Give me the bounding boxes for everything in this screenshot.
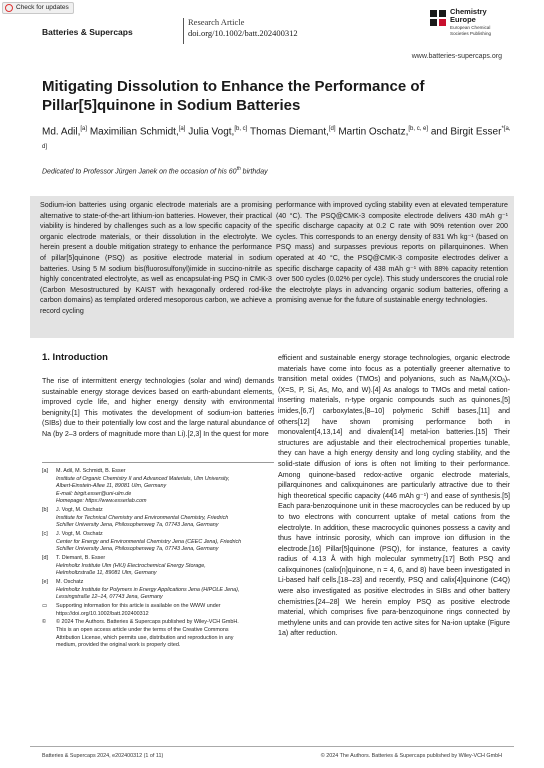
affiliation-line: Schiller University Jena, Philosophenweg 7a, 07743 Jena, Germany [56, 522, 219, 529]
abstract-text-right: performance with improved cycling stability even at elevated temperature (40 °C). The PSQ@CMK-3 composite electrode delivers 430 mAh g⁻¹ specific discharge capacity at 0.2 C rate with 90% retention over 200 cycles. This corresponds to an energy density of 831 Wh kg⁻¹ (based on PSQ mass) and surpasses previous reports on pillarquinones. When operated at 40 °C, the PSQ@CMK-3 composite electrodes deliver a specific discharge capacity of 438 mAh g⁻¹ with 88% capacity retention over 500 cycles (0.02% per cycle). This study underscores the crucial role the electrolyte plays in advancing organic sodium batteries, offering a promising avenue for the future of sustainable energy technologies. [276, 201, 508, 305]
author-affiliation-marker: [d] [328, 126, 336, 132]
chemistry-europe-icon [430, 10, 446, 26]
affiliation-line: Institute of Organic Chemistry II and Advanced Materials, Ulm University, [56, 475, 230, 482]
affiliation-item [42, 468, 274, 506]
author-name: Martin Oschatz, [338, 126, 409, 138]
affiliation-line: © 2024 The Authors. Batteries & Supercaps published by Wiley-VCH GmbH. [56, 619, 239, 626]
section-heading-introduction: 1. Introduction [42, 352, 108, 363]
abstract-box [30, 196, 514, 338]
author-name: and [430, 126, 448, 138]
affiliation-line: M. Adil, M. Schmidt, B. Esser [56, 468, 126, 474]
affiliation-line: J. Vogt, M. Oschatz [56, 507, 103, 514]
affiliation-divider [42, 462, 274, 463]
affiliation-line: Attribution License, which permits use, distribution and reproduction in any [56, 634, 234, 641]
affiliation-tag: ▭ [42, 603, 48, 610]
intro-paragraph-right: efficient and sustainable energy storage technologies, organic electrode materials have come into focus as a potentially greener alternative to transition metal oxides (TMOs) and polyanions, such as NaₓMᵧ(XOₐ)ₙ (X=S, P, Si, As, Mo, and W).[4] As analogs to TMOs and metal cation-inserting materials, n-type organic compounds such as quinones,[5] imides,[6,7] carboxylates,[8–10] polymeric Schiff bases,[11] and others[12] have shown promising performance both in monovalent[4,13,14] and divalent[14] metal-ion batteries.[15] Their structures are adjustable and their electrochemical properties tunable, they can have a high energy density and long cycling stability, and the solid-state diffusion of ions is often not limiting to their performance. Among quinone-based redox-active organic electrode materials, pillarquinones and calixquinones are particularly attractive due to their high theoretical specific capacity (446 mAh g⁻¹) and ease of synthesis.[5] Each para-benzoquinone unit in these macrocycles can be reduced by up to two electrons with concurrent uptake of metal cations from the electrolyte. In addition, these macrocyclic quinones possess a cavity and thus have intrinsic porosity, which can improve ion diffusion in the electrode.[16] Pillar[5]quinone (PSQ), for instance, features a cavity radius of 4.13 Å with high molecular symmetry.[17] Both PSQ and calixquinones (calix[n]quinone, n = 4, 6, and 8) have been investigated in Li-based half cells,[18–23] and recently, PSQ and calix[4]quinone (C4Q) were also investigated as positive electrodes in SIBs and other battery chemistries.[24–28] We herein employ PSQ as positive electrode material, which comprises five para-benzoquinone rings connected by methylene units and can provide ten active sites for Na-ion uptake (Figure 1a) after reduction. [278, 354, 510, 638]
author-name: Thomas Diemant, [249, 126, 329, 138]
page-header [30, 8, 514, 44]
footer-copyright: © 2024 The Authors. Batteries & Supercaps published by Wiley-VCH GmbH [320, 753, 502, 759]
affiliation-item [42, 603, 274, 618]
affiliation-tag: [d] [42, 555, 48, 562]
affiliation-line: Lessingstraße 12–14, 07743 Jena, Germany [56, 594, 163, 601]
publisher-name: Chemistry Europe [450, 7, 487, 24]
footer-citation: Batteries & Supercaps 2024, e202400312 (1 of 11) [42, 753, 164, 759]
affiliation-item [42, 531, 274, 554]
affiliation-line: M. Oschatz [56, 579, 84, 586]
affiliation-line: Schiller University Jena, Philosophenweg 7a, 07743 Jena, Germany [56, 546, 219, 553]
author-name: Birgit Esser [450, 126, 502, 138]
author-name: Md. Adil, [42, 126, 81, 138]
affiliation-list [42, 468, 274, 651]
affiliation-line: Supporting information for this article is available on the WWW under [56, 603, 221, 610]
author-affiliation-marker: [a] [80, 126, 88, 132]
author-name: Julia Vogt, [188, 126, 235, 138]
check-for-updates-label: Check for updates [16, 4, 69, 11]
dedication: Dedicated to Professor Jürgen Janek on the occasion of his 60th birthday [42, 166, 268, 176]
article-type: Research Article [188, 17, 245, 27]
affiliation-line: Center for Energy and Environmental Chemistry Jena (CEEC Jena), Friedrich [56, 538, 242, 545]
affiliation-line: This is an open access article under the terms of the Creative Commons [56, 627, 229, 633]
author-list [42, 122, 512, 158]
affiliation-line: J. Vogt, M. Oschatz [56, 531, 103, 538]
affiliation-line: E-mail: birgit.esser@uni-ulm.de [56, 490, 132, 497]
affiliation-item [42, 619, 274, 649]
affiliation-line: Albert-Einstein-Allee 11, 89081 Ulm, Germany [56, 483, 167, 490]
affiliation-line: Institute for Technical Chemistry and Environmental Chemistry, Friedrich [56, 514, 229, 521]
chemistry-europe-logo [428, 8, 512, 48]
affiliation-item [42, 555, 274, 578]
author-name: Maximilian Schmidt, [89, 126, 179, 138]
author-affiliation-marker: *[a, d] [42, 126, 511, 150]
affiliation-tag: [c] [42, 531, 48, 538]
journal-name: Batteries & Supercaps [42, 27, 133, 37]
affiliation-line: Helmholtz Institute Ulm (HIU) Electrochemical Energy Storage, [56, 562, 206, 569]
affiliation-tag: [b] [42, 507, 48, 514]
article-title: Mitigating Dissolution to Enhance the Performance of Pillar[5]quinone in Sodium Batteries [42, 78, 425, 114]
affiliation-tag: [a] [42, 468, 48, 474]
affiliation-line: medium, provided the original work is properly cited. [56, 642, 181, 649]
intro-paragraph-left: The rise of intermittent energy technologies (solar and wind) demands sustainable energy storage devices based on earth-abundant elements, improved cycle life, and higher energy density with environmental benignity.[1] This motivates the development of sodium-ion batteries (SIBs) due to their potentially low cost and the large natural abundance of Na (by 2–3 orders of magnitude more than Li).[2,3] In the quest for more [42, 377, 274, 438]
affiliation-line: Helmholtzstraße 11, 89081 Ulm, Germany [56, 570, 157, 577]
affiliation-line: Helmholtz Institute for Polymers in Energy Applications Jena (HIPOLE Jena), [56, 586, 240, 593]
abstract-text-left: Sodium-ion batteries using organic electrode materials are a promising alternative to state-of-the-art lithium-ion batteries. However, their practical viability is hindered by challenges such as a low specific capacity of the organic electrode materials, or their dissolution in the electrolyte. We herein present a double mitigation strategy to enhance the performance of pillar[5]quinone (PSQ) as positive electrode material in sodium batteries. Using 5 M sodium bis(fluorosulfonyl)imide in succino-nitrile as highly concentrated electrolyte, as well as encapsulat-ing PSQ in CMK-3 (Carbon Mesostructured by KAIST with hexagonally ordered rod-like carbon domains) as templated ordered mesoporous carbon, we achieve a record cycling [40, 201, 272, 315]
author-affiliation-marker: [a] [178, 126, 186, 132]
header-divider [183, 18, 184, 44]
author-affiliation-marker: [b, c] [234, 126, 248, 132]
publisher-subtitle: European Chemical Societies Publishing [450, 25, 492, 36]
update-icon [5, 4, 13, 12]
journal-website-link[interactable]: www.batteries-supercaps.org [411, 53, 502, 60]
author-affiliation-marker: [b, c, e] [408, 126, 429, 132]
affiliation-item [42, 507, 274, 530]
affiliation-line: Homepage: https://www.esserlab.com [56, 498, 147, 505]
footer-divider [30, 746, 514, 747]
affiliation-tag: [e] [42, 579, 48, 586]
affiliation-line: T. Diemant, B. Esser [56, 555, 106, 562]
doi-link[interactable]: doi.org/10.1002/batt.202400312 [188, 28, 298, 38]
affiliation-item [42, 579, 274, 602]
affiliation-tag: © [42, 619, 46, 626]
affiliation-line: https://doi.org/10.1002/batt.202400312 [56, 610, 149, 617]
